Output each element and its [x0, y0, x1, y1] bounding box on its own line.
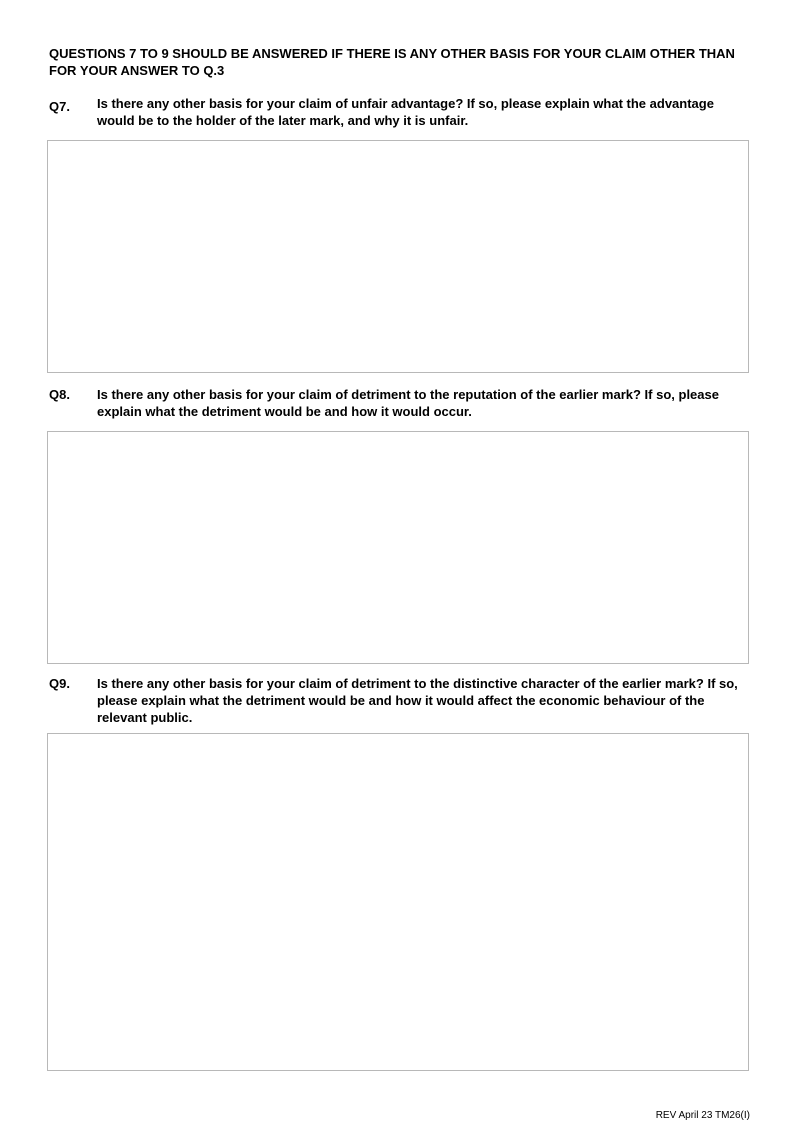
form-revision-footer: REV April 23 TM26(I): [655, 1110, 750, 1121]
question-7: [49, 95, 751, 129]
section-heading: QUESTIONS 7 TO 9 SHOULD BE ANSWERED IF THERE IS ANY OTHER BASIS FOR YOUR CLAIM OTHER THAN FOR YOUR ANSWER TO Q.3: [49, 46, 735, 78]
question-8-answer-box[interactable]: [47, 431, 749, 664]
question-8-number: Q8.: [49, 387, 70, 402]
question-9-text: Is there any other basis for your claim of detriment to the distinctive character of the earlier mark? If so, please explain what the detriment would be and how it would affect the economic behaviour of the relevant public.: [97, 676, 738, 725]
question-7-number: Q7.: [49, 99, 70, 114]
question-7-answer-box[interactable]: [47, 140, 749, 373]
question-8: [49, 386, 751, 420]
question-8-text: Is there any other basis for your claim of detriment to the reputation of the earlier mark? If so, please explain what the detriment would be and how it would occur.: [97, 387, 719, 419]
question-9-answer-box[interactable]: [47, 733, 749, 1071]
question-9-number: Q9.: [49, 676, 70, 691]
question-9: [49, 675, 751, 726]
question-7-text: Is there any other basis for your claim of unfair advantage? If so, please explain what the advantage would be to the holder of the later mark, and why it is unfair.: [97, 96, 714, 128]
